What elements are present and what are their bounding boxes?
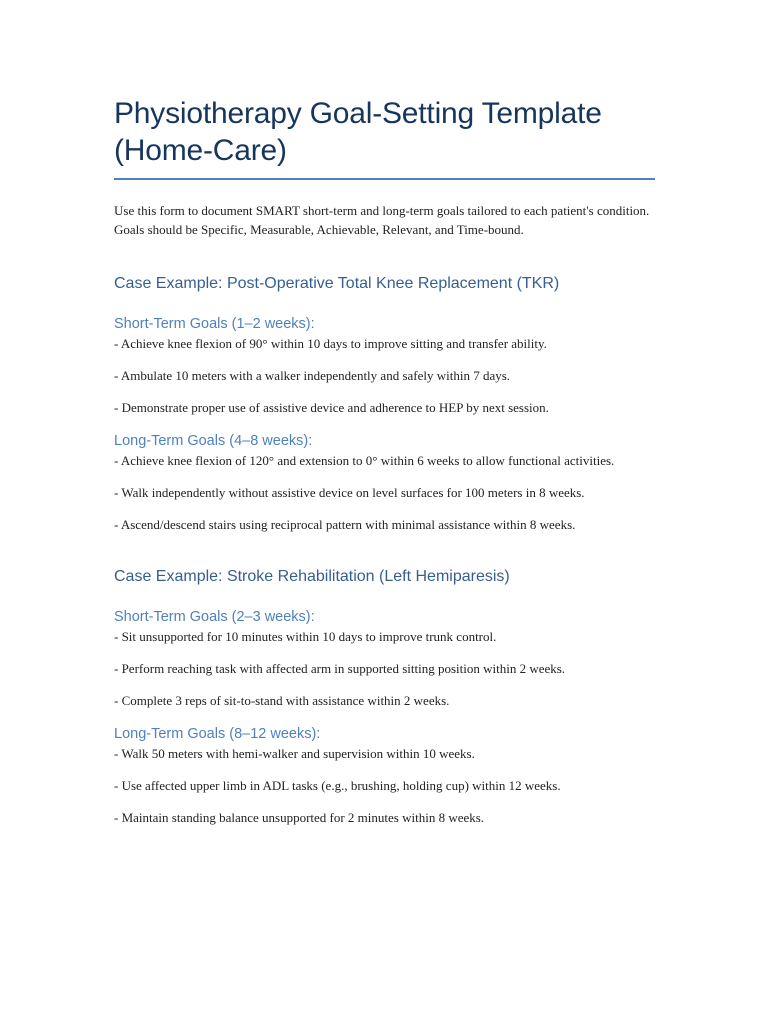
- goal-item: - Ambulate 10 meters with a walker independently and safely within 7 days.: [114, 368, 511, 383]
- goal-item: - Achieve knee flexion of 90° within 10 days to improve sitting and transfer ability.: [114, 336, 547, 351]
- short-term-goals-group: [114, 608, 656, 710]
- case-section-tkr: [114, 274, 656, 534]
- title-underline: [114, 178, 655, 180]
- goal-item: - Ascend/descend stairs using reciprocal pattern with minimal assistance within 8 weeks.: [114, 517, 576, 532]
- case-heading: Case Example: Stroke Rehabilitation (Left Hemiparesis): [114, 568, 510, 585]
- goal-list: [114, 335, 656, 417]
- goals-subheading: Short-Term Goals (1–2 weeks):: [114, 316, 315, 332]
- goal-item: - Walk independently without assistive device on level surfaces for 100 meters in 8 weeks.: [114, 485, 585, 500]
- long-term-goals-group: [114, 725, 656, 827]
- long-term-goals-group: [114, 432, 656, 534]
- goal-item: - Perform reaching task with affected arm in supported sitting position within 2 weeks.: [114, 661, 566, 676]
- short-term-goals-group: [114, 315, 656, 417]
- goals-subheading: Long-Term Goals (4–8 weeks):: [114, 433, 313, 449]
- goal-item: - Demonstrate proper use of assistive device and adherence to HEP by next session.: [114, 400, 549, 415]
- case-heading: Case Example: Post-Operative Total Knee Replacement (TKR): [114, 275, 560, 292]
- intro-paragraph: Use this form to document SMART short-term and long-term goals tailored to each patient's condition. Goals should be Specific, Measurable, Achievable, Relevant, and Time-bound.: [114, 203, 650, 237]
- goal-list: [114, 628, 656, 710]
- goal-list: [114, 452, 656, 534]
- document-title: Physiotherapy Goal-Setting Template (Home-Care): [114, 97, 602, 167]
- goals-subheading: Long-Term Goals (8–12 weeks):: [114, 726, 321, 742]
- goal-list: [114, 745, 656, 827]
- goal-item: - Achieve knee flexion of 120° and extension to 0° within 6 weeks to allow functional activities.: [114, 453, 615, 468]
- goal-item: - Complete 3 reps of sit-to-stand with assistance within 2 weeks.: [114, 693, 450, 708]
- goals-subheading: Short-Term Goals (2–3 weeks):: [114, 609, 315, 625]
- goal-item: - Maintain standing balance unsupported for 2 minutes within 8 weeks.: [114, 810, 485, 825]
- goal-item: - Sit unsupported for 10 minutes within 10 days to improve trunk control.: [114, 629, 497, 644]
- goal-item: - Walk 50 meters with hemi-walker and supervision within 10 weeks.: [114, 746, 475, 761]
- case-section-stroke: [114, 567, 656, 827]
- document-page: [114, 0, 656, 827]
- goal-item: - Use affected upper limb in ADL tasks (e.g., brushing, holding cup) within 12 weeks.: [114, 778, 561, 793]
